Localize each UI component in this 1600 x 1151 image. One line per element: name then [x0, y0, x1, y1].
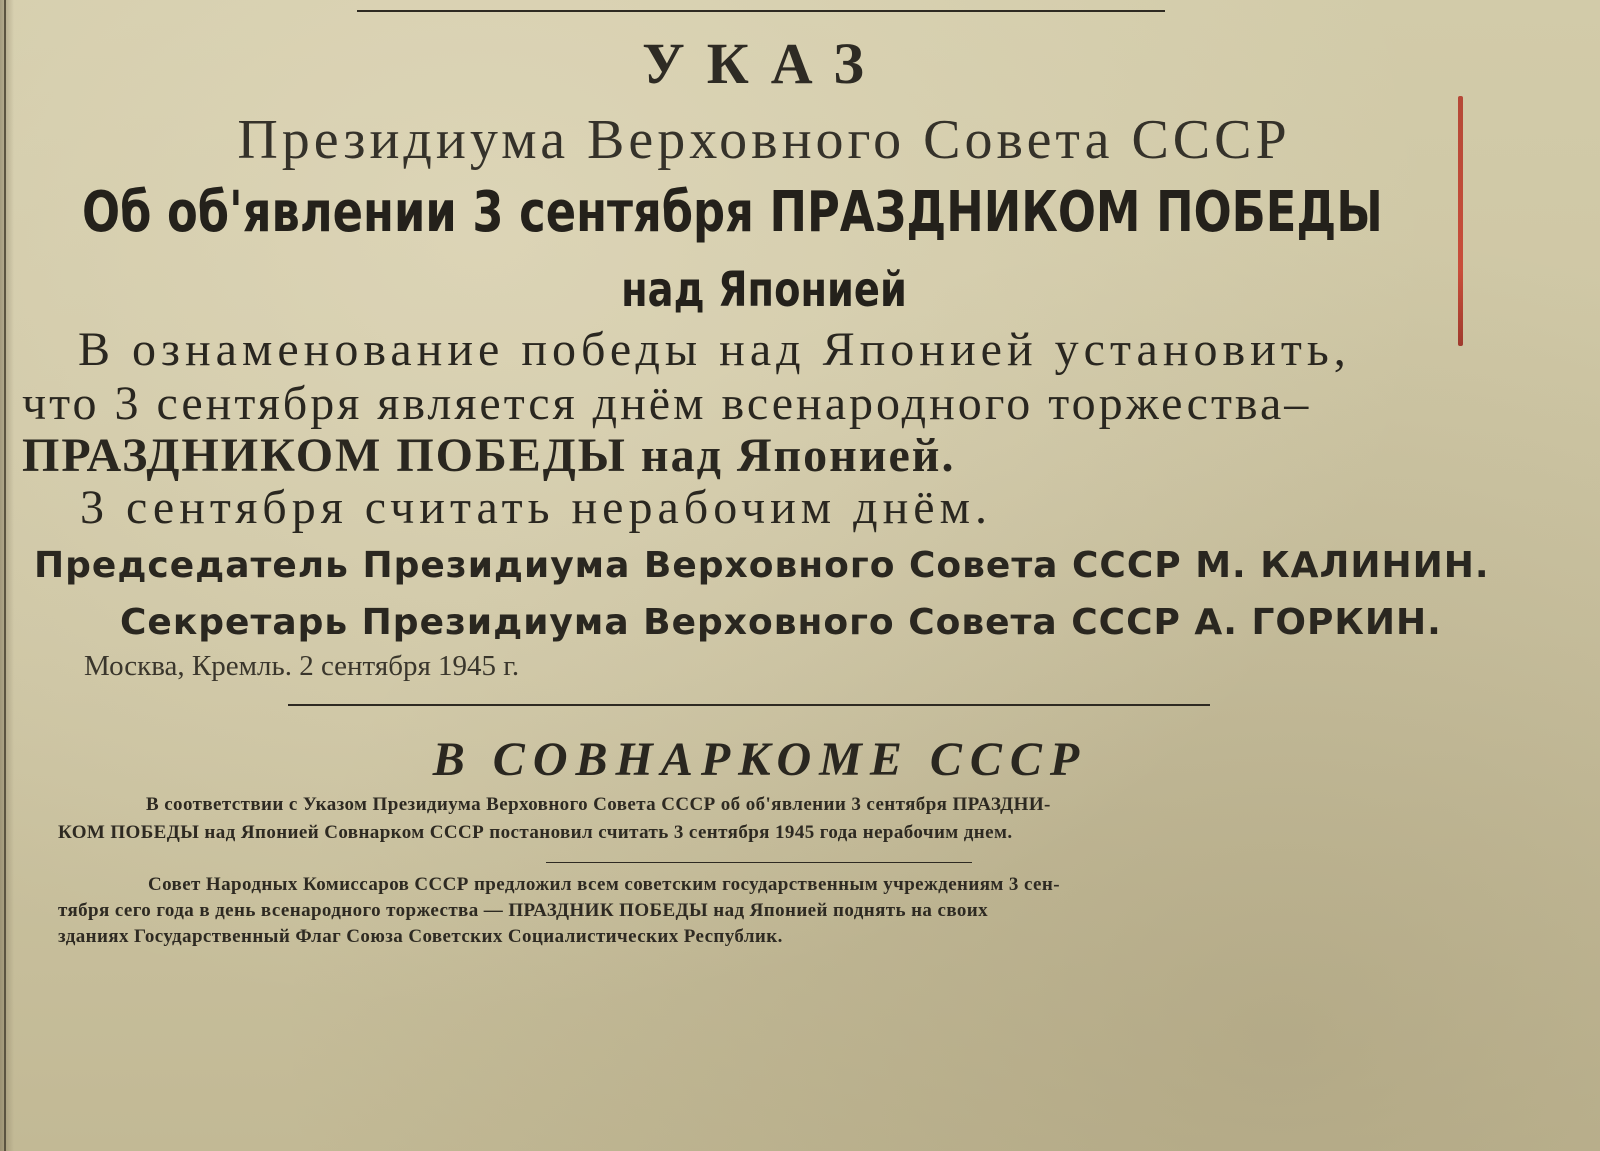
- section-divider: [288, 704, 1210, 706]
- section-heading: В СОВНАРКОМЕ СССР: [432, 733, 1088, 786]
- decree-heading: Об об'явлении 3 сентября ПРАЗДНИКОМ ПОБЕДЫ: [82, 180, 1383, 245]
- sovnarkom-paragraph-line: Совет Народных Комиссаров СССР предложил всем советским государственным учреждениям 3 сен-: [148, 874, 1060, 895]
- page-fold-shadow: [0, 0, 14, 1151]
- decree-body-line: 3 сентября считать нерабочим днём.: [80, 481, 992, 534]
- paragraph-divider: [546, 862, 972, 863]
- sovnarkom-paragraph-line: КОМ ПОБЕДЫ над Японией Совнарком СССР постановил считать 3 сентября 1945 года нерабочим днем.: [58, 822, 1013, 843]
- decree-body-line: ПРАЗДНИКОМ ПОБЕДЫ над Японией.: [22, 429, 956, 482]
- decree-issuer: Президиума Верховного Совета СССР: [237, 109, 1291, 171]
- decree-subheading: над Японией: [621, 262, 907, 318]
- sovnarkom-paragraph-line: тября сего года в день всенародного торжества — ПРАЗДНИК ПОБЕДЫ над Японией поднять на своих: [58, 900, 988, 921]
- place-date: Москва, Кремль. 2 сентября 1945 г.: [84, 650, 520, 682]
- left-column-rule: [4, 0, 6, 1151]
- decree-body-line: В ознаменование победы над Японией установить,: [78, 323, 1351, 376]
- decree-title: УКАЗ: [642, 31, 886, 96]
- top-divider: [357, 10, 1165, 12]
- signatory-chairman: Председатель Президиума Верховного Совета СССР М. КАЛИНИН.: [34, 545, 1490, 586]
- sovnarkom-paragraph-line: зданиях Государственный Флаг Союза Советских Социалистических Республик.: [58, 926, 783, 947]
- signatory-secretary: Секретарь Президиума Верховного Совета СССР А. ГОРКИН.: [120, 602, 1442, 643]
- sovnarkom-paragraph-line: В соответствии с Указом Президиума Верховного Совета СССР об об'явлении 3 сентября ПРАЗДНИ-: [146, 794, 1051, 815]
- decree-body-line: что 3 сентября является днём всенародного торжества–: [22, 377, 1312, 430]
